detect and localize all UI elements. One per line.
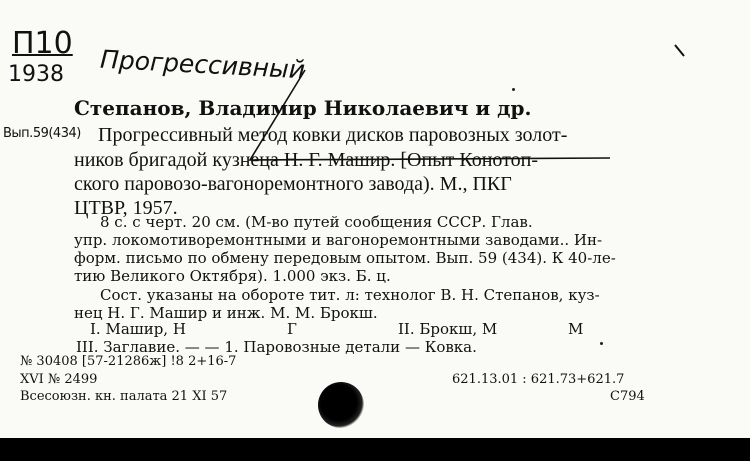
physical-description-line: форм. письмо по обмену передовым опытом. Вып. 59 (434). К 40-ле- bbox=[74, 249, 616, 267]
tracing-entry: II. Брокш, М bbox=[398, 320, 498, 338]
ink-speck bbox=[600, 342, 603, 345]
shelf-mark-year: 1938 bbox=[8, 62, 64, 87]
tracing-entry: Г bbox=[287, 320, 297, 338]
roman-number: XVI № 2499 bbox=[20, 372, 98, 387]
title-line: ского паровозо-вагоноремонтного завода). М., ПКГ bbox=[74, 173, 512, 195]
tracing-entry: I. Машир, Н bbox=[90, 320, 186, 338]
scan-bottom-border bbox=[0, 438, 750, 461]
physical-description-line: 8 с. с черт. 20 см. (М-во путей сообщения СССР. Глав. bbox=[100, 213, 533, 231]
handwritten-keyword: Прогрессивный bbox=[99, 44, 306, 85]
card-number: № 30408 [57-21286ж] !8 2+16-7 bbox=[20, 354, 237, 369]
handwritten-issue-number: Вып.59(434) bbox=[3, 126, 81, 141]
note-line: нец Н. Г. Машир и инж. М. М. Брокш. bbox=[74, 304, 378, 322]
title-line: ЦТВР, 1957. bbox=[74, 197, 178, 219]
note-line: Сост. указаны на обороте тит. л: технолог В. Н. Степанов, куз- bbox=[100, 286, 600, 304]
udc-index: 621.13.01 : 621.73+621.7 bbox=[452, 372, 625, 387]
ink-blot bbox=[318, 382, 364, 428]
tracing-entry: III. Заглавие. — — 1. Паровозные детали — Ковка. bbox=[76, 338, 477, 356]
title-line: ников бригадой кузнеца Н. Г. Машир. [Опыт Конотоп- bbox=[74, 149, 539, 171]
tracing-entry: М bbox=[568, 320, 584, 338]
ink-speck bbox=[512, 88, 515, 91]
book-chamber: Всесоюзн. кн. палата 21 XI 57 bbox=[20, 389, 228, 404]
title-line: Прогрессивный метод ковки дисков паровозных золот- bbox=[98, 124, 568, 146]
physical-description-line: тию Великого Октября). 1.000 экз. Б. ц. bbox=[74, 267, 391, 285]
physical-description-line: упр. локомотиворемонтными и вагоноремонтными заводами.. Ин- bbox=[74, 231, 603, 249]
classification-code: С794 bbox=[610, 389, 645, 404]
shelf-mark-top: П10 bbox=[12, 26, 73, 61]
author-heading: Степанов, Владимир Николаевич и др. bbox=[74, 96, 532, 120]
